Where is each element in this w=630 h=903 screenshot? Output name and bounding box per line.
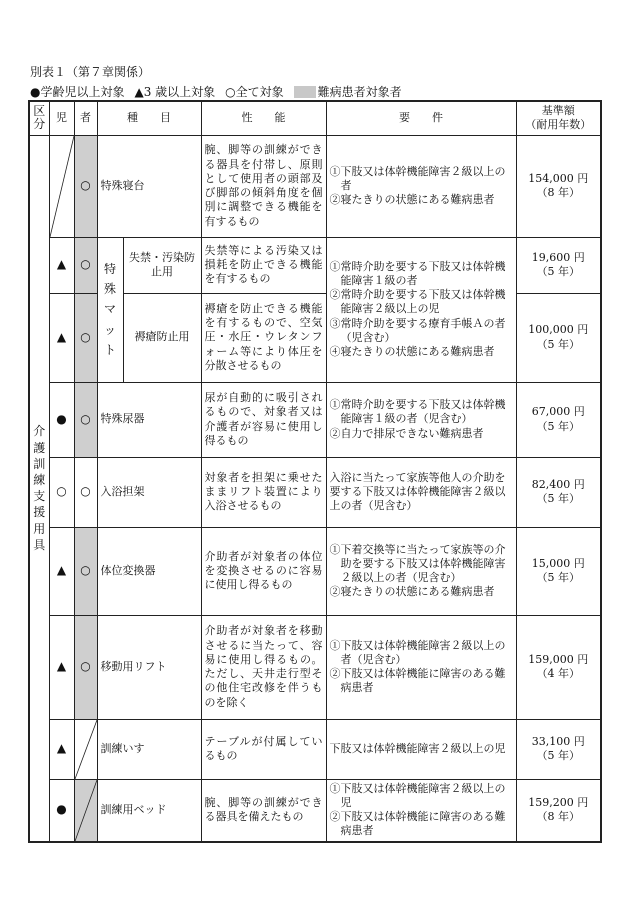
performance-cell: 失禁等による汚染又は損耗を防止できる機能を有するもの: [201, 237, 326, 293]
item-name: 訓練用ベッド: [97, 779, 201, 842]
mat-group-label: 特殊マット: [97, 237, 123, 382]
performance-cell: 介助者が対象者の体位を変換させるのに容易に使用し得るもの: [201, 527, 326, 615]
sha-cell: ○: [74, 135, 97, 237]
item-name: 訓練いす: [97, 719, 201, 779]
price-cell: 82,400 円 （5 年）: [516, 457, 601, 527]
table-row: [29, 779, 601, 842]
sha-cell: ○: [74, 382, 97, 457]
ji-cell: ▲: [49, 293, 74, 382]
requirement-cell: ①下肢又は体幹機能障害２級以上の者（児含む） ②下肢又は体幹機能に障害のある難病患者: [326, 615, 516, 719]
diagonal-line: [50, 136, 74, 237]
diagonal-line: [75, 720, 97, 779]
table-row: [29, 237, 601, 293]
legend-nanbyo: 難病患者対象者: [317, 85, 402, 99]
header-row: [29, 101, 601, 135]
legend-gray-swatch: [294, 86, 316, 98]
ji-cell: ▲: [49, 615, 74, 719]
price-cell: 15,000 円 （5 年）: [516, 527, 601, 615]
sha-cell-diagonal: [74, 779, 97, 842]
item-name: 褥瘡防止用: [123, 293, 201, 382]
requirement-cell: ①常時介助を要する下肢又は体幹機能障害１級の者 ②常時介助を要する下肢又は体幹機能障害２級以上の児 ③常時介助を要する療育手帳Ａの者（児含む） ④寝たきりの状態にある難病患者: [326, 237, 516, 382]
table-row: [29, 382, 601, 457]
header-kijun-line1: 基準額: [541, 104, 575, 117]
performance-cell: 腕、脚等の訓練ができる器具を付帯し、原則として使用者の頭部及び脚部の傾斜角度を個別に調整できる機能を有するもの: [201, 135, 326, 237]
performance-cell: 褥瘡を防止できる機能を有するもので、空気圧・水圧・ウレタンフォーム等により体圧を分散させるもの: [201, 293, 326, 382]
requirement-cell: ①下肢又は体幹機能障害２級以上の者 ②寝たきりの状態にある難病患者: [326, 135, 516, 237]
header-kubun: 区分: [29, 101, 49, 135]
header-ji: 児: [49, 101, 74, 135]
ji-cell-diagonal: [49, 135, 74, 237]
ji-cell: ●: [49, 779, 74, 842]
price-cell: 100,000 円 （5 年）: [516, 293, 601, 382]
performance-cell: 腕、脚等の訓練ができる器具を備えたもの: [201, 779, 326, 842]
requirement-cell: ①常時介助を要する下肢又は体幹機能障害１級の者（児含む） ②自力で排尿できない難病患者: [326, 382, 516, 457]
requirement-cell: ①下着交換等に当たって家族等の介助を要する下肢又は体幹機能障害２級以上の者（児含む） ②寝たきりの状態にある難病患者: [326, 527, 516, 615]
item-name: 体位変換器: [97, 527, 201, 615]
price-cell: 159,200 円 （8 年）: [516, 779, 601, 842]
page-title: 別表１（第７章関係）: [30, 65, 151, 79]
price-cell: 159,000 円 （4 年）: [516, 615, 601, 719]
table-row: [29, 527, 601, 615]
header-yoken: 要 件: [326, 101, 516, 135]
sha-cell: ○: [74, 615, 97, 719]
sha-cell: ○: [74, 457, 97, 527]
header-sha: 者: [74, 101, 97, 135]
header-seino: 性 能: [201, 101, 326, 135]
table-row: [29, 615, 601, 719]
performance-cell: 介助者が対象者を移動させるに当たって、容易に使用し得るもの。ただし、天井走行型その他住宅改修を伴うものを除く: [201, 615, 326, 719]
legend: [30, 83, 412, 100]
sha-cell: ○: [74, 293, 97, 382]
header-kijun-line2: （耐用年数）: [525, 118, 592, 132]
item-name: 移動用リフト: [97, 615, 201, 719]
sha-cell: ○: [74, 237, 97, 293]
performance-cell: 尿が自動的に吸引されるもので、対象者又は介護者が容易に使用し得るもの: [201, 382, 326, 457]
table-row: [29, 457, 601, 527]
ji-cell: ●: [49, 382, 74, 457]
item-name: 特殊尿器: [97, 382, 201, 457]
ji-cell: ○: [49, 457, 74, 527]
requirement-cell: 下肢又は体幹機能障害２級以上の児: [326, 719, 516, 779]
header-shumoku: 種 目: [97, 101, 201, 135]
requirement-cell: ①下肢又は体幹機能障害２級以上の児 ②下肢又は体幹機能に障害のある難病患者: [326, 779, 516, 842]
equipment-table: [28, 100, 602, 843]
requirement-cell: 入浴に当たって家族等他人の介助を要する下肢又は体幹機能障害２級以上の者（児含む）: [326, 457, 516, 527]
diagonal-line: [75, 780, 97, 841]
legend-child: ●学齢児以上対象: [30, 85, 125, 99]
item-name: 失禁・汚染防止用: [123, 237, 201, 293]
ji-cell: ▲: [49, 527, 74, 615]
performance-cell: テーブルが付属しているもの: [201, 719, 326, 779]
performance-cell: 対象者を担架に乗せたままリフト装置により入浴させるもの: [201, 457, 326, 527]
header-kijun: [516, 101, 601, 135]
ji-cell: ▲: [49, 237, 74, 293]
item-name: 入浴担架: [97, 457, 201, 527]
price-cell: 154,000 円 （8 年）: [516, 135, 601, 237]
table-row: [29, 719, 601, 779]
sha-cell-diagonal: [74, 719, 97, 779]
legend-age3: ▲3 歳以上対象: [134, 85, 216, 99]
legend-all: ○全て対象: [225, 85, 284, 99]
category-cell: 介護訓練支援用具: [29, 135, 49, 842]
table-row: [29, 135, 601, 237]
price-cell: 19,600 円 （5 年）: [516, 237, 601, 293]
ji-cell: ▲: [49, 719, 74, 779]
price-cell: 33,100 円 （5 年）: [516, 719, 601, 779]
item-name: 特殊寝台: [97, 135, 201, 237]
sha-cell: ○: [74, 527, 97, 615]
price-cell: 67,000 円 （5 年）: [516, 382, 601, 457]
